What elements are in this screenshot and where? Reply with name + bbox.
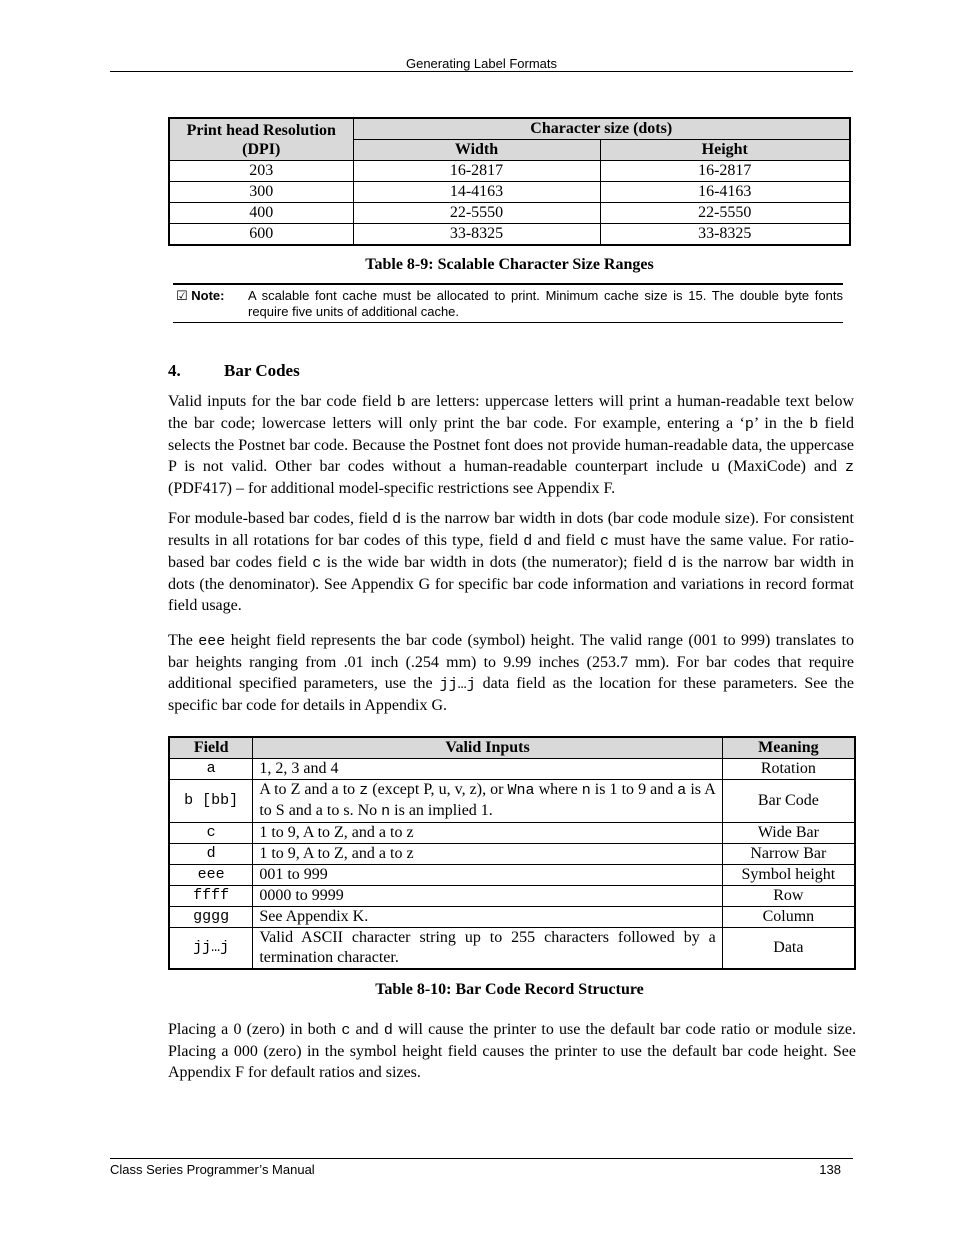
field-cell: c [169, 823, 253, 844]
note-label: ☑ Note: [176, 288, 225, 303]
height-cell: 33-8325 [600, 224, 850, 246]
width-cell: 14-4163 [353, 182, 600, 203]
height-cell: 16-4163 [600, 182, 850, 203]
valid-inputs-header: Valid Inputs [253, 737, 722, 759]
table-row [169, 865, 855, 886]
meaning-cell: Bar Code [722, 780, 855, 823]
table-row [169, 928, 855, 970]
table-caption-8-9: Table 8-9: Scalable Character Size Ranges [365, 256, 654, 273]
bar-code-record-table [168, 736, 856, 970]
table-caption-8-10: Table 8-10: Bar Code Record Structure [375, 981, 644, 998]
dpi-cell: 400 [169, 203, 353, 224]
meaning-cell: Symbol height [722, 865, 855, 886]
meaning-cell: Column [722, 907, 855, 928]
note-text: A scalable font cache must be allocated to print. Minimum cache size is 15. The double byte fonts require five units of additional cache. [248, 288, 843, 319]
note-box [173, 283, 843, 323]
inputs-cell: 1, 2, 3 and 4 [253, 759, 722, 780]
header-rule [110, 71, 853, 72]
paragraph-default-ratio: Placing a 0 (zero) in both c and d will cause the printer to use the default bar code ratio or module size. Placing a 000 (zero) in the symbol height field causes the printer to use the default bar code height. See Appendix F for default ratios and sizes. [168, 1021, 856, 1081]
height-header: Height [600, 140, 850, 161]
dpi-header: Print head Resolution (DPI) [169, 118, 353, 161]
paragraph-bar-code-field: Valid inputs for the bar code field b are letters: uppercase letters will print a human-readable text below the bar code; lowercase letters will only print the bar code. For example, entering a ‘p’ in the b field selects the Postnet bar code. Because the Postnet font does not provide human-readable data, the uppercase P is not valid. Other bar codes without a human-readable counterpart include u (MaxiCode) and z (PDF417) – for additional model-specific restrictions see Appendix F. [168, 393, 855, 497]
meaning-cell: Rotation [722, 759, 855, 780]
table-row [169, 886, 855, 907]
paragraph-module-based: For module-based bar codes, field d is the narrow bar width in dots (bar code module size). For consistent results in all rotations for bar codes of this type, field d and field c must have the same value. For ratio-based bar codes field c is the wide bar width in dots (the numerator); field d is the narrow bar width in dots (the denominator). See Appendix G for specific bar code information and variations in record format field usage. [168, 510, 855, 614]
table-row [169, 844, 855, 865]
table-row [169, 823, 855, 844]
table-row [169, 161, 850, 182]
paragraph-height-field: The eee height field represents the bar code (symbol) height. The valid range (001 to 999) translates to bar heights ranging from .01 inch (.254 mm) to 9.99 inches (253.7 mm). For bar codes that require additional specified parameters, use the jj…j data field as the location for these parameters. See the specific bar code for details in Appendix G. [168, 632, 854, 714]
width-header: Width [353, 140, 600, 161]
meaning-cell: Data [722, 928, 855, 970]
table-row [169, 907, 855, 928]
character-size-header: Character size (dots) [353, 118, 850, 140]
field-header: Field [169, 737, 253, 759]
table-row [169, 182, 850, 203]
inputs-cell: 0000 to 9999 [253, 886, 722, 907]
inputs-cell: See Appendix K. [253, 907, 722, 928]
inputs-cell: 1 to 9, A to Z, and a to z [253, 823, 722, 844]
page-number: 138 [819, 1162, 841, 1177]
table-row [169, 759, 855, 780]
dpi-cell: 203 [169, 161, 353, 182]
field-cell: gggg [169, 907, 253, 928]
meaning-cell: Narrow Bar [722, 844, 855, 865]
dpi-cell: 600 [169, 224, 353, 246]
table-row [169, 224, 850, 246]
running-header: Generating Label Formats [405, 56, 558, 71]
height-cell: 22-5550 [600, 203, 850, 224]
section-title: Bar Codes [224, 361, 300, 380]
field-cell: eee [169, 865, 253, 886]
table-row [169, 780, 855, 823]
field-cell: b [bb] [169, 780, 253, 823]
meaning-cell: Row [722, 886, 855, 907]
dpi-cell: 300 [169, 182, 353, 203]
field-cell: ffff [169, 886, 253, 907]
inputs-cell: Valid ASCII character string up to 255 characters followed by a termination character. [253, 928, 722, 970]
footer-rule [110, 1158, 853, 1159]
width-cell: 16-2817 [353, 161, 600, 182]
meaning-header: Meaning [722, 737, 855, 759]
meaning-cell: Wide Bar [722, 823, 855, 844]
section-heading [168, 361, 300, 381]
footer-manual-title: Class Series Programmer’s Manual [110, 1162, 315, 1177]
width-cell: 33-8325 [353, 224, 600, 246]
height-cell: 16-2817 [600, 161, 850, 182]
inputs-cell: 001 to 999 [253, 865, 722, 886]
field-cell: a [169, 759, 253, 780]
field-cell: d [169, 844, 253, 865]
inputs-cell: A to Z and a to z (except P, u, v, z), or Wna where n is 1 to 9 and a is A to S and a to s. No n is an implied 1. [253, 780, 722, 823]
field-cell: jj…j [169, 928, 253, 970]
character-size-table [168, 117, 851, 246]
section-number: 4. [168, 361, 181, 380]
width-cell: 22-5550 [353, 203, 600, 224]
table-row [169, 203, 850, 224]
inputs-cell: 1 to 9, A to Z, and a to z [253, 844, 722, 865]
